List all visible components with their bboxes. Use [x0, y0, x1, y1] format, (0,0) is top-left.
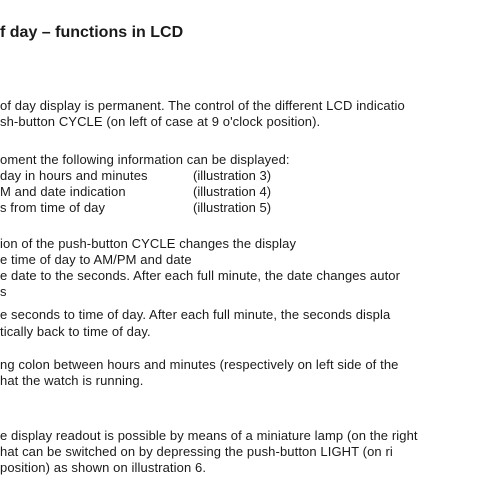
paragraph-4-line-1: ng colon between hours and minutes (respectively on left side of the — [0, 357, 399, 372]
paragraph-4-line-2: hat the watch is running. — [0, 373, 144, 388]
paragraph-3-line-6: tically back to time of day. — [0, 324, 151, 339]
paragraph-5-line-2: hat can be switched on by depressing the push-button LIGHT (on ri — [0, 444, 393, 459]
paragraph-2-intro: oment the following information can be displayed: — [0, 152, 290, 167]
paragraph-1-line-1: of day display is permanent. The control of the different LCD indicatio — [0, 98, 405, 113]
info-item-3-ref: (illustration 5) — [193, 200, 272, 215]
info-item-1-ref: (illustration 3) — [193, 168, 272, 183]
section-heading: f day – functions in LCD — [0, 24, 184, 41]
info-item-2-text: M and date indication — [0, 184, 126, 199]
info-item-1-text: day in hours and minutes — [0, 168, 148, 183]
info-item-2-ref: (illustration 4) — [193, 184, 272, 199]
paragraph-3-line-2: e time of day to AM/PM and date — [0, 252, 192, 267]
paragraph-1-line-2: sh-button CYCLE (on left of case at 9 o'clock position). — [0, 114, 321, 129]
paragraph-3-line-4: s — [0, 284, 7, 299]
paragraph-3-line-1: ion of the push-button CYCLE changes the display — [0, 236, 297, 251]
paragraph-5-line-3: position) as shown on illustration 6. — [0, 460, 207, 475]
paragraph-5-line-1: e display readout is possible by means of a miniature lamp (on the right — [0, 428, 418, 443]
info-item-3-text: s from time of day — [0, 200, 106, 215]
paragraph-3-line-5: e seconds to time of day. After each full minute, the seconds displa — [0, 307, 391, 322]
paragraph-3-line-3: e date to the seconds. After each full minute, the date changes autor — [0, 268, 401, 283]
